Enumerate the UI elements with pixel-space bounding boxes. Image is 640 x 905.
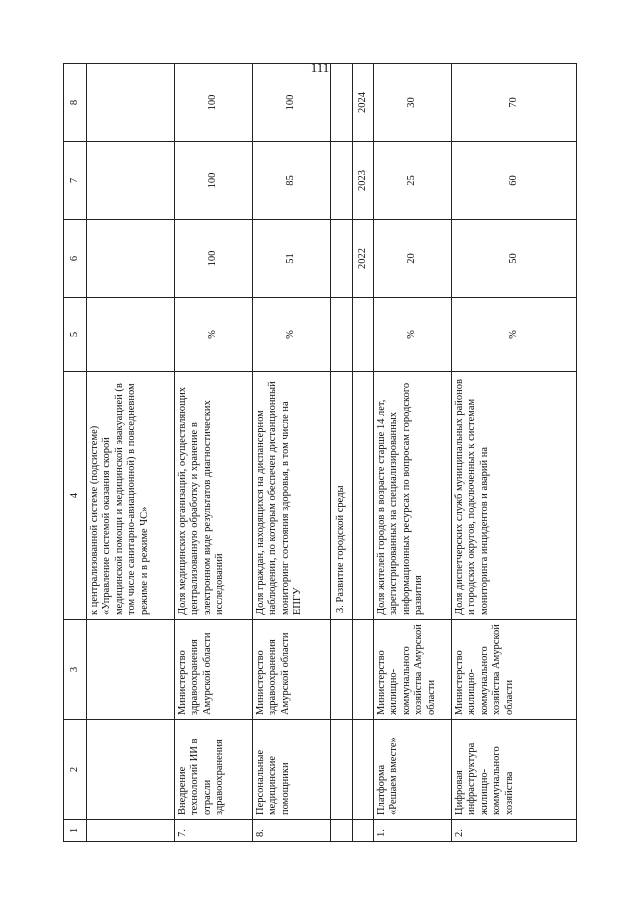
cell-empty	[331, 141, 353, 219]
cell-empty	[331, 719, 353, 819]
cell-empty	[353, 297, 374, 371]
section-row	[331, 63, 353, 841]
rotated-table-container	[63, 64, 577, 842]
row-number: 8.	[253, 819, 331, 841]
cell-empty	[87, 719, 175, 819]
header-col-4: 4	[64, 371, 87, 619]
responsible-body: Министерство жилищно-коммунального хозяйства Амурской области	[374, 619, 452, 719]
continuation-row	[87, 63, 175, 841]
indicator-text: Доля жителей городов в возрасте старше 14 лет, зарегистрированных на специализированных информационных ресурсах по вопросам городского развития	[374, 371, 452, 619]
row-number: 7.	[175, 819, 253, 841]
cell-empty	[87, 619, 175, 719]
table-row	[452, 63, 577, 841]
unit: %	[253, 297, 331, 371]
header-col-2: 2	[64, 719, 87, 819]
table-row	[253, 63, 331, 841]
year-2022: 2022	[353, 219, 374, 297]
unit: %	[374, 297, 452, 371]
value-2023: 25	[374, 141, 452, 219]
cell-empty	[87, 63, 175, 141]
row-number: 2.	[452, 819, 577, 841]
value-2024: 100	[253, 63, 331, 141]
year-2023: 2023	[353, 141, 374, 219]
value-2023: 60	[452, 141, 577, 219]
project-name: Персональные медицинские помощники	[253, 719, 331, 819]
indicator-text: Доля граждан, находящихся на диспансерном наблюдении, по которым обеспечен дистанционный мониторинг состояния здоровья, в том числе на ЕПГУ	[253, 371, 331, 619]
project-name: Внедрение технологий ИИ в отрасли здравоохранения	[175, 719, 253, 819]
responsible-body: Министерство здравоохранения Амурской области	[253, 619, 331, 719]
responsible-body: Министерство жилищно-коммунального хозяйства Амурской области	[452, 619, 577, 719]
header-col-8: 8	[64, 63, 87, 141]
header-col-1: 1	[64, 819, 87, 841]
cell-empty	[353, 371, 374, 619]
table-row	[175, 63, 253, 841]
responsible-body: Министерство здравоохранения Амурской области	[175, 619, 253, 719]
cell-empty	[331, 219, 353, 297]
years-row	[353, 63, 374, 841]
row-number: 1.	[374, 819, 452, 841]
value-2023: 100	[175, 141, 253, 219]
cell-empty	[331, 619, 353, 719]
year-2024: 2024	[353, 63, 374, 141]
cell-empty	[87, 297, 175, 371]
value-2022: 20	[374, 219, 452, 297]
cell-empty	[353, 719, 374, 819]
cell-empty	[87, 219, 175, 297]
cell-empty	[87, 819, 175, 841]
table-row	[374, 63, 452, 841]
cell-empty	[353, 819, 374, 841]
indicators-table	[63, 63, 577, 842]
unit: %	[175, 297, 253, 371]
header-col-7: 7	[64, 141, 87, 219]
value-2023: 85	[253, 141, 331, 219]
indicator-text: Доля диспетчерских служб муниципальных районов и городских округов, подключенных к системам мониторинга инцидентов и аварий на	[452, 371, 577, 619]
header-row	[64, 63, 87, 841]
value-2024: 100	[175, 63, 253, 141]
cell-empty	[331, 819, 353, 841]
value-2022: 50	[452, 219, 577, 297]
value-2022: 51	[253, 219, 331, 297]
header-col-5: 5	[64, 297, 87, 371]
cell-empty	[331, 297, 353, 371]
project-name: Платформа «Решаем вместе»	[374, 719, 452, 819]
continuation-text: к централизованной системе (подсистеме) «Управление системой оказания скорой медицинской помощи и медицинской эвакуацией (в том числе санитарно-авиационной) в повседневном режиме и в режиме ЧС»	[87, 371, 175, 619]
cell-empty	[331, 63, 353, 141]
project-name: Цифровая инфраструктура жилищно-коммунального хозяйства	[452, 719, 577, 819]
value-2022: 100	[175, 219, 253, 297]
section-title: 3. Развитие городской среды	[331, 371, 353, 619]
page-number: 111	[310, 60, 330, 75]
indicator-text: Доля медицинских организаций, осуществляющих централизованную обработку и хранение в электронном виде результатов диагностических исследований	[175, 371, 253, 619]
cell-empty	[87, 141, 175, 219]
value-2024: 70	[452, 63, 577, 141]
value-2024: 30	[374, 63, 452, 141]
header-col-6: 6	[64, 219, 87, 297]
header-col-3: 3	[64, 619, 87, 719]
cell-empty	[353, 619, 374, 719]
unit: %	[452, 297, 577, 371]
